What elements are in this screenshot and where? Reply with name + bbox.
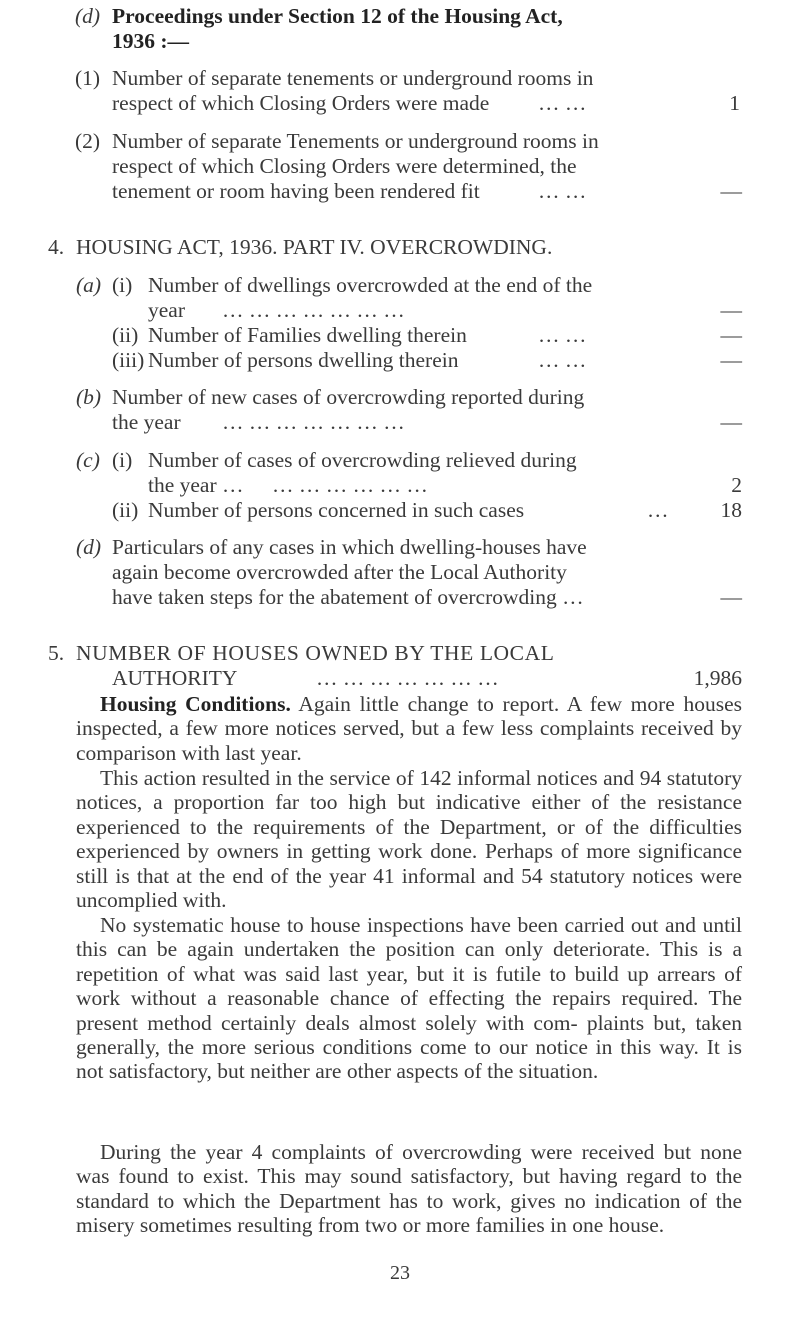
section-4c-ii-text: Number of persons concerned in such cases [148, 498, 525, 522]
section-4d-letter: (d) [76, 535, 102, 559]
section-4a-i-line2: year [148, 298, 185, 322]
section-4a-ii-dots: … … [538, 323, 587, 347]
paragraph-2 [76, 766, 742, 912]
paragraph-4 [76, 1140, 742, 1238]
paragraph-3 [76, 913, 742, 1084]
section-4c-ii-dots: … [647, 498, 669, 522]
paragraph-1-text: Again little change to report. A few more houses inspected, a few more notices served, but a few less complaints received by comparison with last year. [76, 692, 742, 765]
section-4a-i-line1: Number of dwellings overcrowded at the end of the [148, 273, 593, 297]
section-4a-ii-value: — [720, 323, 742, 347]
section-4b-line2: the year [112, 410, 181, 434]
section-5-line1: NUMBER OF HOUSES OWNED BY THE LOCAL [76, 641, 555, 665]
section-4d-line3: have taken steps for the abatement of overcrowding … [112, 585, 584, 609]
section-4d-value: — [720, 585, 742, 609]
section-4c-ii-num: (ii) [112, 498, 139, 522]
section-4b-letter: (b) [76, 385, 102, 409]
item-2-dots: … … [538, 179, 587, 203]
paragraph-3-text: No systematic house to house inspections have been carried out and until this can be again undertaken the position can only deteriorate. This is a repetition of what was said last year, but it is futile to build up arrears of work without a reasonable chance of effecting the repairs required. The present method certainly deals almost solely with com- plaints but, taken generally, the more serious conditions come to our notice in this way. It is not satisfactory, but neither are other aspects of the situation. [76, 913, 742, 1084]
section-4a-i-dots: … … … … … … … [222, 298, 405, 322]
item-1-num: (1) [75, 66, 101, 90]
item-2-line2: respect of which Closing Orders were determined, the [112, 154, 577, 178]
item-1-line1: Number of separate tenements or underground rooms in [112, 66, 594, 90]
section-4c-i-line1: Number of cases of overcrowding relieved during [148, 448, 577, 472]
section-4c-i-line2: the year … [148, 473, 244, 497]
item-2-line3: tenement or room having been rendered fit [112, 179, 480, 203]
item-1-value: 1 [729, 91, 740, 115]
item-2-line1: Number of separate Tenements or underground rooms in [112, 129, 599, 153]
section-4a-ii-num: (ii) [112, 323, 139, 347]
section-4a-i-value: — [720, 298, 742, 322]
section-4d-line2: again become overcrowded after the Local Authority [112, 560, 567, 584]
section-4d-line1: Particulars of any cases in which dwelling-houses have [112, 535, 587, 559]
paragraph-4-text: During the year 4 complaints of overcrowding were received but none was found to exist. This may sound satisfactory, but having regard to the standard to which the Department has to work, gives no indication of the misery sometimes resulting from two or more families in one house. [76, 1140, 742, 1238]
section-d-title-line2: 1936 :— [112, 29, 190, 53]
section-4c-i-num: (i) [112, 448, 133, 472]
section-5-dots: … … … … … … … [316, 666, 499, 690]
item-2-value: — [720, 179, 742, 203]
section-4a-iii-value: — [720, 348, 742, 372]
section-4c-i-value: 2 [731, 473, 742, 497]
section-4b-dots: … … … … … … … [222, 410, 405, 434]
paragraph-2-text: This action resulted in the service of 142 informal notices and 94 statutory notices, a proportion far too high but indicative either of the resistance experienced to the requirements of the Department, or of the difficulties experienced by owners in getting work done. Perhaps of more significance still is that at the end of the year 41 informal and 54 statutory notices were uncomplied with. [76, 766, 742, 913]
section-4-num: 4. [48, 235, 65, 259]
section-4a-iii-text: Number of persons dwelling therein [148, 348, 459, 372]
item-1-dots: … … [538, 91, 587, 115]
section-4b-line1: Number of new cases of overcrowding reported during [112, 385, 585, 409]
section-4a-iii-dots: … … [538, 348, 587, 372]
section-4a-ii-text: Number of Families dwelling therein [148, 323, 467, 347]
page-number: 23 [390, 1262, 410, 1284]
section-4b-value: — [720, 410, 742, 434]
section-d-letter: (d) [75, 4, 101, 28]
section-5-num: 5. [48, 641, 65, 665]
section-d-title-line1: Proceedings under Section 12 of the Housing Act, [112, 4, 563, 28]
section-5-value: 1,986 [693, 666, 742, 690]
section-4c-ii-value: 18 [720, 498, 742, 522]
item-1-line2: respect of which Closing Orders were made [112, 91, 490, 115]
section-4a-letter: (a) [76, 273, 102, 297]
section-5-line2: AUTHORITY [112, 666, 238, 690]
housing-conditions-heading: Housing Conditions. [100, 692, 291, 716]
section-4-title: HOUSING ACT, 1936. PART IV. OVERCROWDING. [76, 235, 553, 259]
section-4a-iii-num: (iii) [112, 348, 145, 372]
paragraph-1 [76, 692, 742, 765]
section-4c-letter: (c) [76, 448, 100, 472]
section-4c-i-dots: … … … … … … [272, 473, 428, 497]
section-4a-i-num: (i) [112, 273, 133, 297]
item-2-num: (2) [75, 129, 101, 153]
